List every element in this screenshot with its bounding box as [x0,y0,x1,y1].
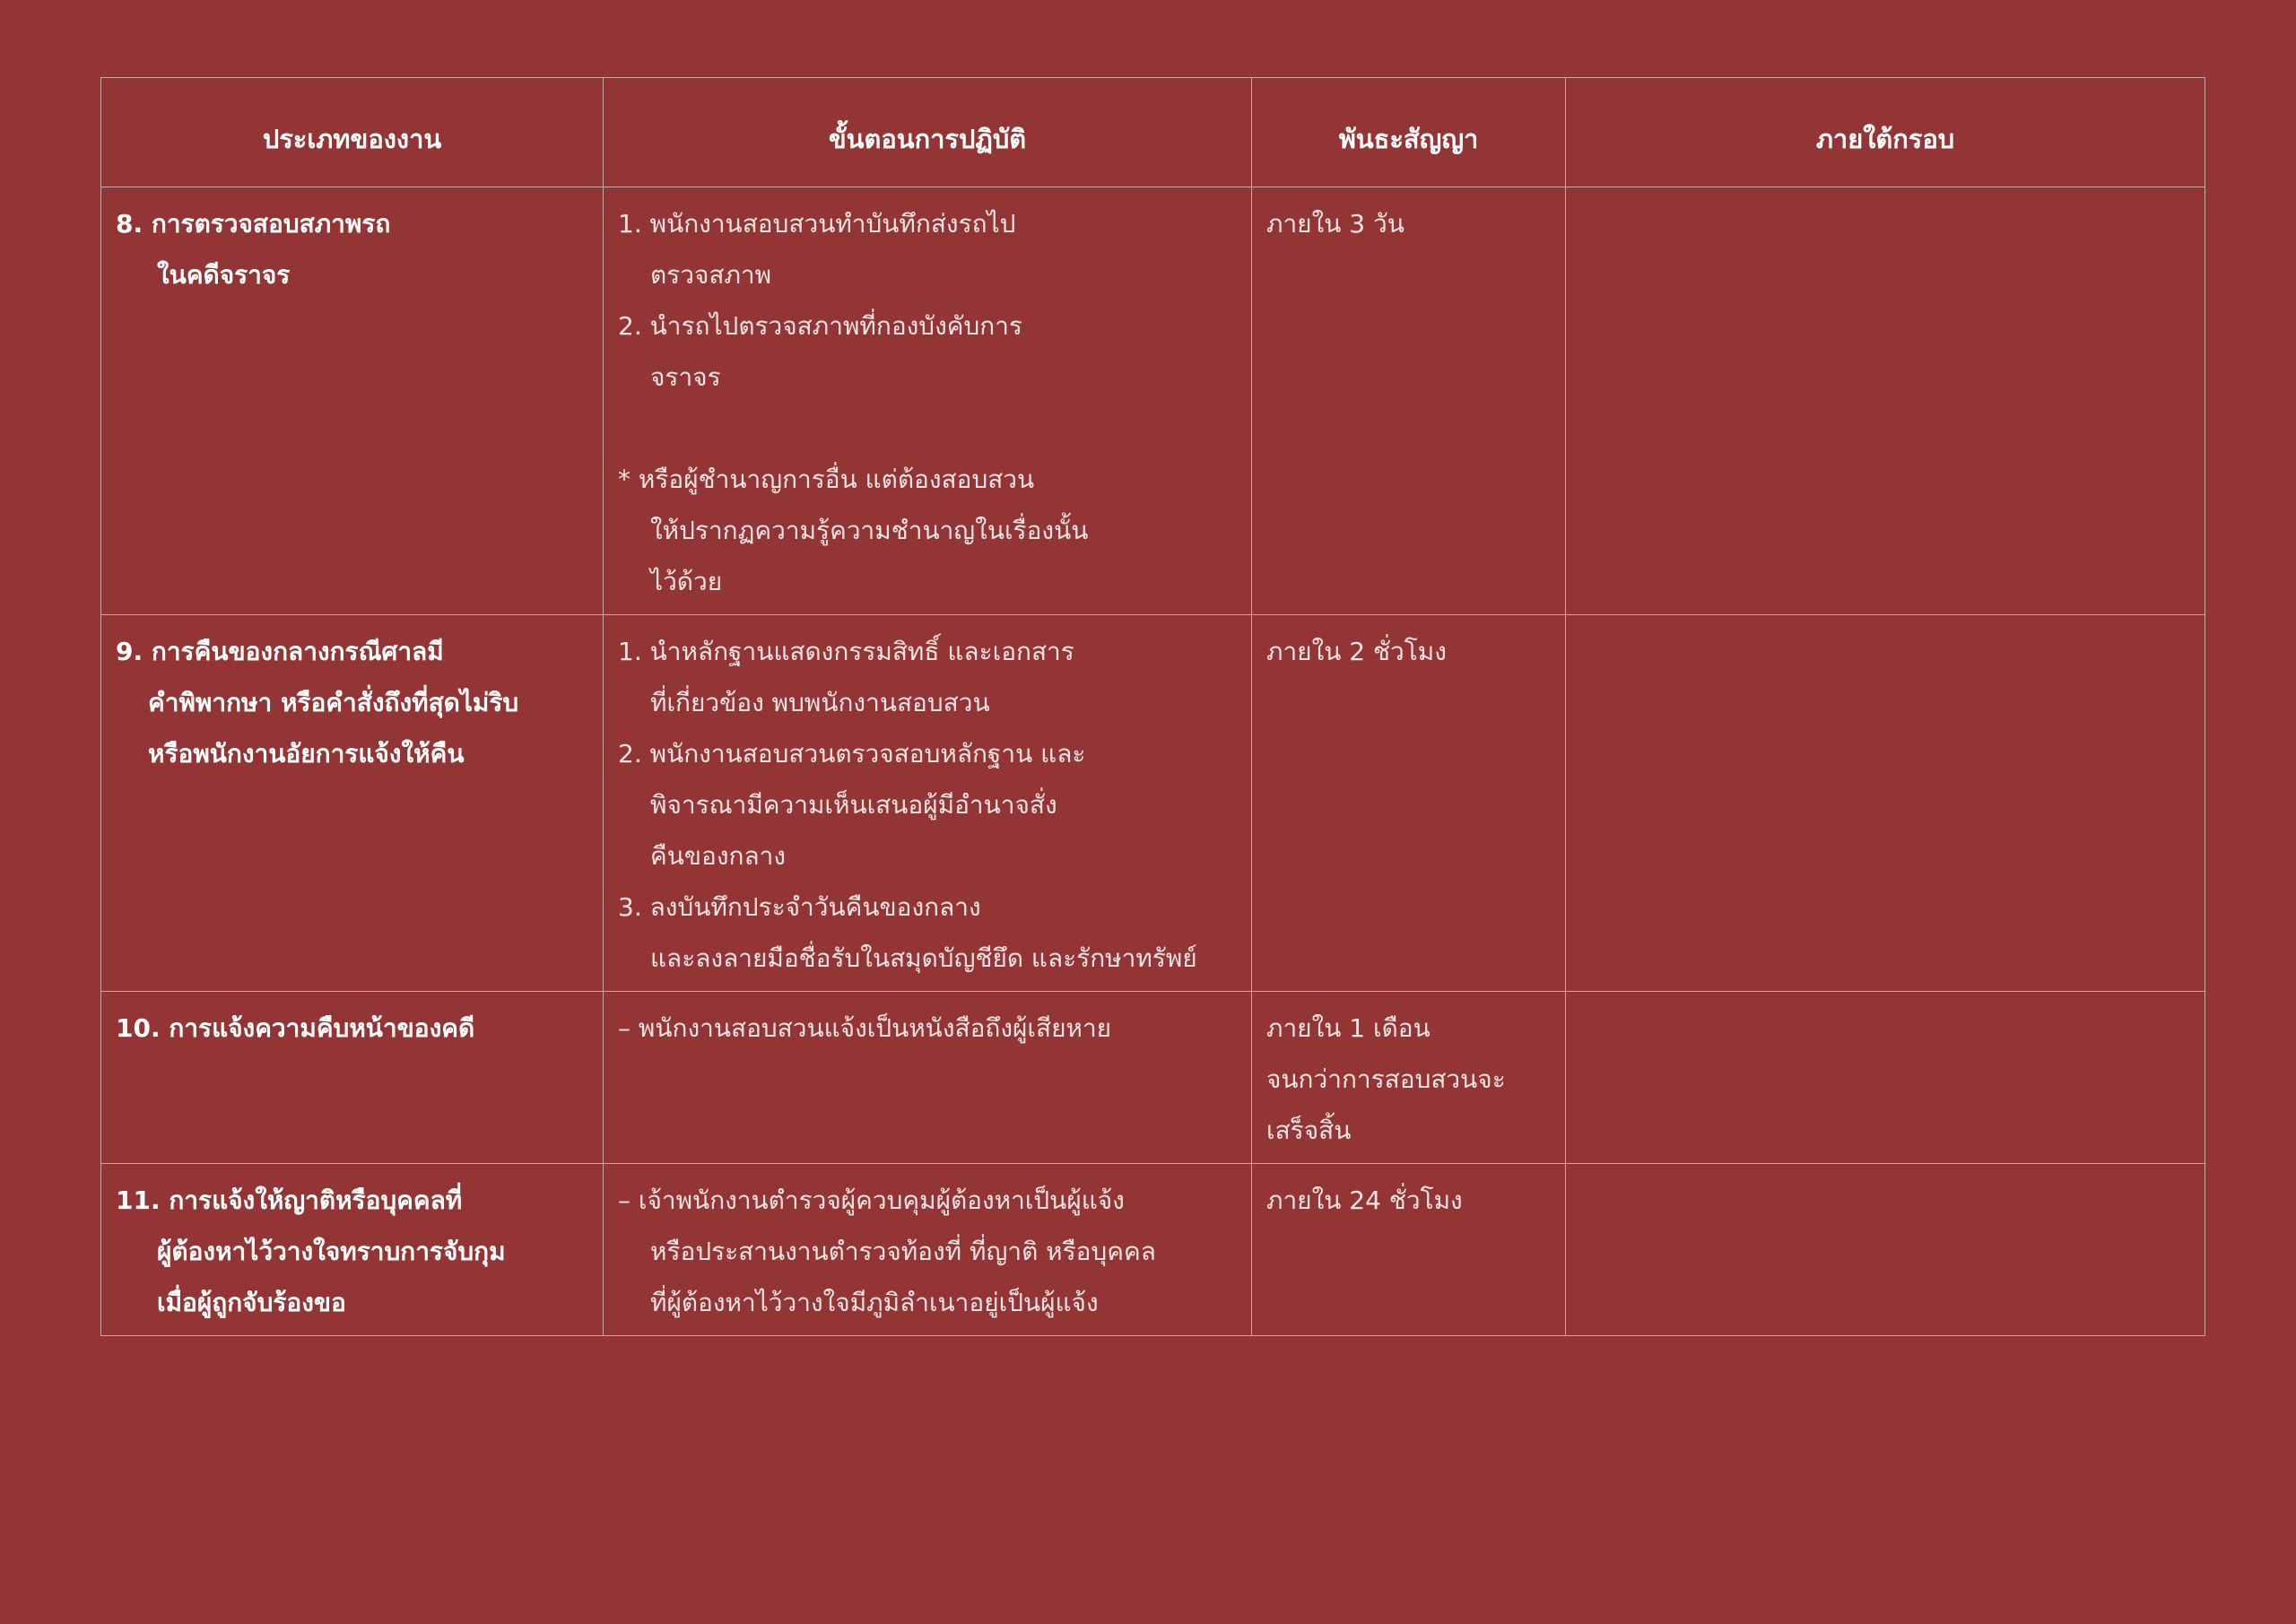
procedure-line: ที่เกี่ยวข้อง พบพนักงานสอบสวน [650,688,990,717]
header-type: ประเภทของงาน [101,78,604,187]
procedure-line: หรือประสานงานตำรวจท้องที่ ที่ญาติ หรือบุคคล [650,1237,1156,1266]
table-row [101,1164,2205,1336]
type-line: 11. การแจ้งให้ญาติหรือบุคคลที่ [116,1185,463,1215]
timeframe-cell [1566,1164,2205,1336]
procedure-cell [604,615,1252,992]
procedure-line: 1. นำหลักฐานแสดงกรรมสิทธิ์ และเอกสาร [618,637,1074,666]
procedure-line: 3. ลงบันทึกประจำวันคืนของกลาง [618,892,981,922]
header-procedure: ขั้นตอนการปฏิบัติ [604,78,1252,187]
type-cell [101,1164,604,1336]
procedure-line: คืนของกลาง [650,841,787,871]
procedure-cell [604,992,1252,1164]
timeframe-cell [1566,992,2205,1164]
commitment-cell [1252,187,1566,615]
procedure-line: – เจ้าพนักงานตำรวจผู้ควบคุมผู้ต้องหาเป็นผู้แจ้ง [618,1185,1125,1215]
header-timeframe: ภายใต้กรอบ [1566,78,2205,187]
type-line: เมื่อผู้ถูกจับร้องขอ [157,1288,346,1317]
timeframe-cell [1566,615,2205,992]
commitment-cell [1252,1164,1566,1336]
type-line: 8. การตรวจสอบสภาพรถ [116,209,391,239]
procedure-line: จราจร [650,362,721,392]
procedure-note: * หรือผู้ชำนาญการอื่น แต่ต้องสอบสวน [618,465,1035,494]
procedure-line: และลงลายมือชื่อรับในสมุดบัญชียึด และรักษาทรัพย์ [650,943,1197,973]
commitment-cell [1252,615,1566,992]
commitment-line: ภายใน 24 ชั่วโมง [1266,1185,1463,1215]
type-line: 9. การคืนของกลางกรณีศาลมี [116,637,444,666]
procedure-cell [604,1164,1252,1336]
procedure-line: ที่ผู้ต้องหาไว้วางใจมีภูมิลำเนาอยู่เป็นผู้แจ้ง [650,1288,1099,1317]
service-table [100,77,2205,1336]
type-line: หรือพนักงานอัยการแจ้งให้คืน [148,739,465,769]
type-cell [101,992,604,1164]
type-line: ในคดีจราจร [157,260,291,290]
header-row [101,78,2205,187]
table-row [101,615,2205,992]
type-line: ผู้ต้องหาไว้วางใจทราบการจับกุม [157,1237,506,1266]
commitment-line: เสร็จสิ้น [1266,1116,1352,1145]
procedure-line: 2. พนักงานสอบสวนตรวจสอบหลักฐาน และ [618,739,1086,769]
header-commitment: พันธะสัญญา [1252,78,1566,187]
procedure-gap [618,403,1237,454]
type-cell [101,187,604,615]
procedure-line: ตรวจสภาพ [650,260,772,290]
procedure-line: 1. พนักงานสอบสวนทำบันทึกส่งรถไป [618,209,1016,239]
procedure-line: – พนักงานสอบสวนแจ้งเป็นหนังสือถึงผู้เสียหาย [618,1013,1112,1043]
type-cell [101,615,604,992]
commitment-line: ภายใน 3 วัน [1266,209,1405,239]
timeframe-cell [1566,187,2205,615]
procedure-note: ไว้ด้วย [650,567,723,596]
commitment-line: ภายใน 2 ชั่วโมง [1266,637,1447,666]
procedure-line: พิจารณามีความเห็นเสนอผู้มีอำนาจสั่ง [650,790,1057,820]
commitment-line: จนกว่าการสอบสวนจะ [1266,1064,1506,1094]
procedure-line: 2. นำรถไปตรวจสภาพที่กองบังคับการ [618,311,1022,341]
procedure-note: ให้ปรากฏความรู้ความชำนาญในเรื่องนั้น [650,516,1089,545]
type-line: คำพิพากษา หรือคำสั่งถึงที่สุดไม่ริบ [148,688,519,717]
table-row [101,187,2205,615]
table-row [101,992,2205,1164]
type-line: 10. การแจ้งความคืบหน้าของคดี [116,1013,475,1043]
commitment-line: ภายใน 1 เดือน [1266,1013,1431,1043]
procedure-cell [604,187,1252,615]
commitment-cell [1252,992,1566,1164]
